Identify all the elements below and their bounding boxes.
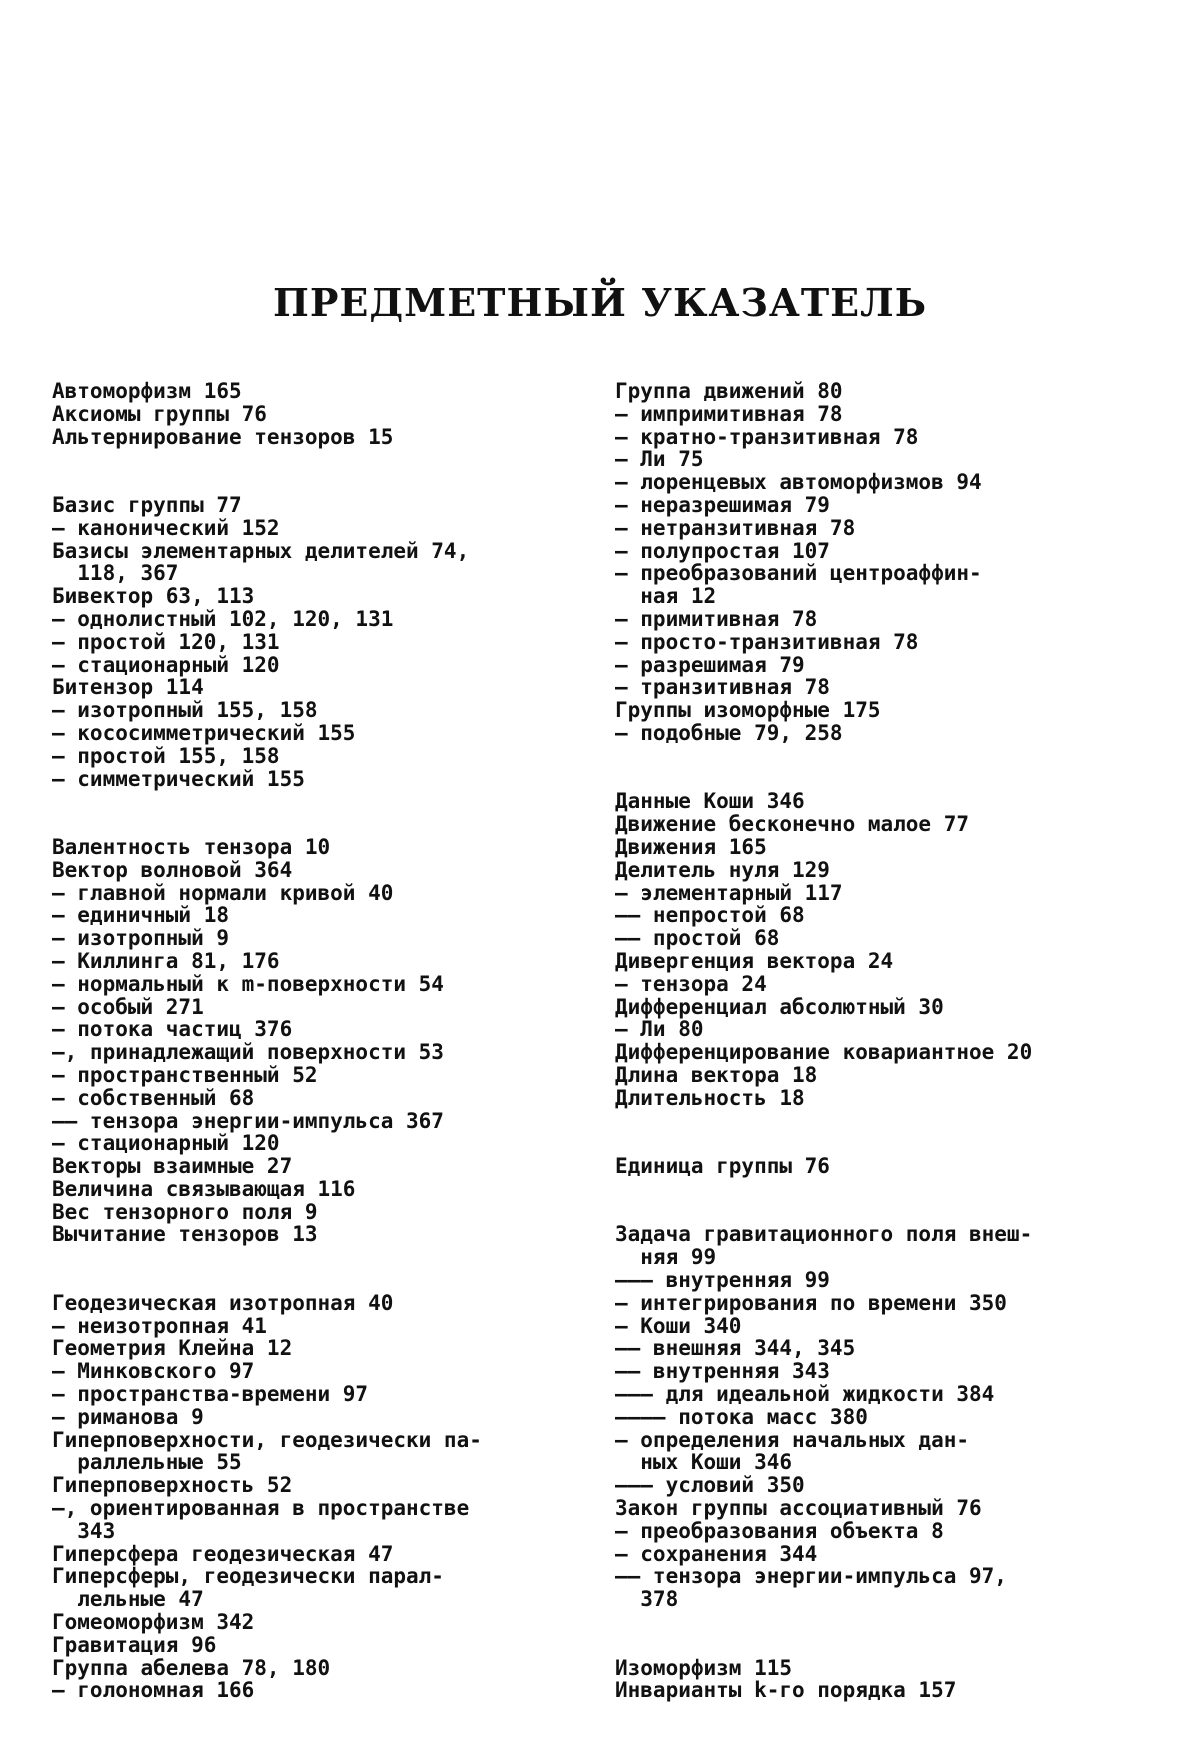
index-entry: — неразрешимая 79 (615, 492, 830, 517)
index-entry: — транзитивная 78 (615, 675, 830, 700)
index-entry: — неизотропная 41 (52, 1313, 267, 1338)
index-entry: — примитивная 78 (615, 606, 818, 631)
index-entry: лельные 47 (52, 1587, 204, 1612)
index-entry: —— внешняя 344, 345 (615, 1336, 856, 1361)
index-entry: Альтернирование тензоров 15 (52, 424, 394, 449)
index-entry: — импримитивная 78 (615, 401, 843, 426)
index-entry: Базисы элементарных делителей 74, (52, 538, 470, 563)
index-entry: — главной нормали кривой 40 (52, 880, 394, 905)
index-entry: — собственный 68 (52, 1085, 255, 1110)
index-spacer (52, 813, 572, 836)
index-entry: —, ориентированная в пространстве (52, 1496, 470, 1521)
index-column-right (615, 380, 1145, 1702)
index-entry: — лоренцевых автоморфизмов 94 (615, 470, 982, 495)
index-spacer (52, 1269, 572, 1292)
index-entry: — потока частиц 376 (52, 1017, 293, 1042)
index-entry: — симметрический 155 (52, 766, 305, 791)
index-entry: ная 12 (615, 584, 717, 609)
index-entry: — Киллинга 81, 176 (52, 948, 280, 973)
index-entry: — разрешимая 79 (615, 652, 805, 677)
index-entry: —— тензора энергии-импульса 97, (615, 1564, 1007, 1589)
index-entry: — нетранзитивная 78 (615, 515, 856, 540)
index-entry: Вес тензорного поля 9 (52, 1199, 318, 1224)
index-entry: — преобразования объекта 8 (615, 1518, 944, 1543)
index-entry: ——— условий 350 (615, 1473, 805, 1498)
index-entry: — элементарный 117 (615, 880, 843, 905)
index-entry: — изотропный 155, 158 (52, 698, 318, 723)
index-spacer (615, 1201, 1145, 1224)
index-entry: — канонический 152 (52, 515, 280, 540)
index-entry: — подобные 79, 258 (615, 720, 843, 745)
index-entry: Делитель нуля 129 (615, 857, 830, 882)
index-entry: Дивергенция вектора 24 (615, 948, 894, 973)
index-entry: — просто-транзитивная 78 (615, 629, 919, 654)
index-entry: — нормальный к m-поверхности 54 (52, 971, 444, 996)
index-entry: Задача гравитационного поля внеш- (615, 1222, 1033, 1247)
index-entry: Гомеоморфизм 342 (52, 1610, 255, 1635)
index-spacer (52, 471, 572, 494)
index-entry: — риманова 9 (52, 1404, 204, 1429)
index-entry: — стационарный 120 (52, 1131, 280, 1156)
index-entry: Гиперповерхности, геодезически па- (52, 1427, 482, 1452)
index-spacer (615, 1634, 1145, 1657)
index-entry: Группа абелева 78, 180 (52, 1655, 331, 1680)
index-entry: —, принадлежащий поверхности 53 (52, 1040, 444, 1065)
index-spacer (52, 448, 572, 471)
index-entry: Битензор 114 (52, 675, 204, 700)
index-entry: — изотропный 9 (52, 926, 230, 951)
index-entry: — голономная 166 (52, 1678, 255, 1703)
index-entry: — простой 155, 158 (52, 743, 280, 768)
index-spacer (615, 1132, 1145, 1155)
index-entry: Группа движений 80 (615, 379, 843, 403)
index-entry: Валентность тензора 10 (52, 834, 331, 859)
index-entry: Изоморфизм 115 (615, 1655, 793, 1680)
index-entry: Закон группы ассоциативный 76 (615, 1496, 982, 1521)
index-entry: Дифференциал абсолютный 30 (615, 994, 944, 1019)
index-entry: 378 (615, 1587, 679, 1612)
index-entry: Базис группы 77 (52, 492, 242, 517)
index-entry: Величина связывающая 116 (52, 1176, 356, 1201)
index-entry: Движения 165 (615, 834, 767, 859)
index-entry: ——— внутренняя 99 (615, 1268, 830, 1293)
index-entry: Дифференцирование ковариантное 20 (615, 1040, 1033, 1065)
index-entry: Векторы взаимные 27 (52, 1154, 293, 1179)
index-entry: — Коши 340 (615, 1313, 742, 1338)
index-entry: —— непростой 68 (615, 903, 805, 928)
index-entry: — определения начальных дан- (615, 1427, 970, 1452)
index-entry: Гиперповерхность 52 (52, 1473, 293, 1498)
index-entry: — преобразований центроаффин- (615, 561, 982, 586)
index-entry: няя 99 (615, 1245, 717, 1270)
index-entry: Гравитация 96 (52, 1632, 217, 1657)
index-entry: — простой 120, 131 (52, 629, 280, 654)
index-spacer (615, 1611, 1145, 1634)
index-entry: Автоморфизм 165 (52, 379, 242, 403)
index-entry: Длительность 18 (615, 1085, 805, 1110)
index-spacer (615, 745, 1145, 768)
index-entry: — Ли 80 (615, 1017, 704, 1042)
index-entry: Гиперсферы, геодезически парал- (52, 1564, 444, 1589)
index-entry: 343 (52, 1518, 116, 1543)
index-entry: — Минковского 97 (52, 1359, 255, 1384)
index-entry: — сохранения 344 (615, 1541, 818, 1566)
index-entry: 118, 367 (52, 561, 179, 586)
index-spacer (615, 1178, 1145, 1201)
index-spacer (52, 790, 572, 813)
index-column-left (52, 380, 572, 1702)
index-entry: раллельные 55 (52, 1450, 242, 1475)
index-entry: Бивектор 63, 113 (52, 584, 255, 609)
index-spacer (615, 768, 1145, 791)
index-entry: ——— для идеальной жидкости 384 (615, 1382, 995, 1407)
index-entry: — пространства-времени 97 (52, 1382, 369, 1407)
index-spacer (52, 1246, 572, 1269)
index-entry: — стационарный 120 (52, 652, 280, 677)
index-entry: Группы изоморфные 175 (615, 698, 881, 723)
index-entry: Геометрия Клейна 12 (52, 1336, 293, 1361)
index-spacer (615, 1110, 1145, 1133)
index-entry: — полупростая 107 (615, 538, 830, 563)
index-entry: — особый 271 (52, 994, 204, 1019)
index-entry: ных Коши 346 (615, 1450, 793, 1475)
index-entry: — тензора 24 (615, 971, 767, 996)
index-entry: Вектор волновой 364 (52, 857, 293, 882)
index-entry: —— простой 68 (615, 926, 780, 951)
index-entry: —— тензора энергии-импульса 367 (52, 1108, 444, 1133)
index-entry: Гиперсфера геодезическая 47 (52, 1541, 394, 1566)
index-entry: Единица группы 76 (615, 1154, 830, 1179)
index-entry: — кратно-транзитивная 78 (615, 424, 919, 449)
index-entry: ———— потока масс 380 (615, 1404, 868, 1429)
index-entry: Длина вектора 18 (615, 1062, 818, 1087)
page-title: ПРЕДМЕТНЫЙ УКАЗАТЕЛЬ (272, 280, 928, 325)
index-entry: —— внутренняя 343 (615, 1359, 830, 1384)
index-entry: Геодезическая изотропная 40 (52, 1290, 394, 1315)
index-entry: Инварианты k-го порядка 157 (615, 1678, 957, 1703)
index-entry: — однолистный 102, 120, 131 (52, 606, 394, 631)
index-entry: — пространственный 52 (52, 1062, 318, 1087)
index-entry: Движение бесконечно малое 77 (615, 812, 970, 837)
index-entry: — Ли 75 (615, 447, 704, 472)
index-entry: Аксиомы группы 76 (52, 401, 267, 426)
index-entry: Вычитание тензоров 13 (52, 1222, 318, 1247)
index-entry: — кососимметрический 155 (52, 720, 356, 745)
index-entry: — интегрирования по времени 350 (615, 1290, 1007, 1315)
index-entry: — единичный 18 (52, 903, 230, 928)
index-entry: Данные Коши 346 (615, 789, 805, 814)
